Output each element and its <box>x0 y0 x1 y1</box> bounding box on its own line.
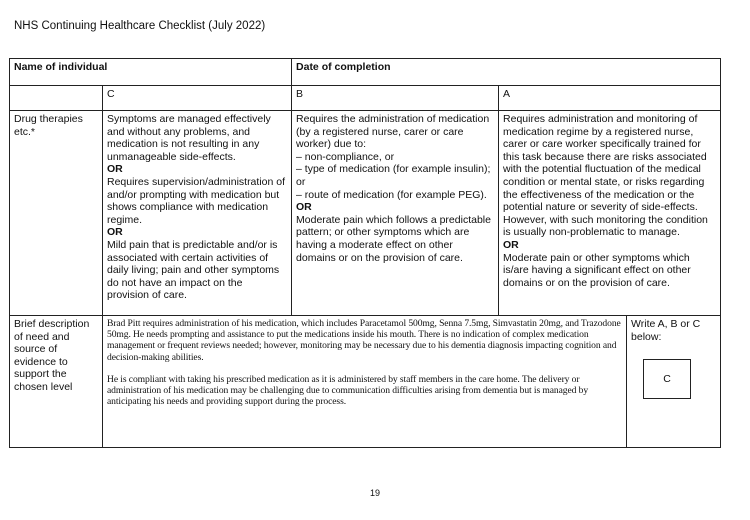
header-row <box>10 59 721 86</box>
level-a-heading: A <box>499 86 721 111</box>
level-b-bullet: – route of medication (for example PEG). <box>296 188 487 201</box>
evidence-text-area[interactable] <box>103 316 627 448</box>
drug-therapies-row <box>10 111 721 316</box>
blank-cell <box>10 86 103 111</box>
drug-therapies-checklist-table <box>9 58 721 448</box>
chosen-level-value: C <box>663 372 671 385</box>
level-b-bullet: – type of medication (for example insulin); or <box>296 163 491 188</box>
level-c-heading: C <box>103 86 292 111</box>
level-b-or: OR <box>296 201 312 214</box>
page-number: 19 <box>369 488 380 498</box>
chosen-level-box[interactable] <box>643 359 691 399</box>
level-a-or: OR <box>503 238 519 251</box>
selection-prompt: Write A, B or C below: <box>631 318 701 343</box>
levels-row <box>10 86 721 111</box>
level-c-text-2: Requires supervision/administration of and/or prompting with medication but shows compliance with medication regime. <box>107 175 286 226</box>
level-a-text-2: Moderate pain or other symptoms which is/are having a significant effect on other domains or on the provision of care. <box>503 251 691 289</box>
level-a-text-1: Requires administration and monitoring of medication regime by a registered nurse, carer or care worker specifically trained for this task because there are risks associated with the potential fluctuation of the medical condition or mental state, or risks regarding the effectiveness of the medication or the potential nature or severity of side-effects. However, with such monitoring the condition is usually non-problematic to manage. <box>503 113 708 239</box>
level-c-text-3: Mild pain that is predictable and/or is associated with certain activities of daily living; pain and other symptoms do not have an impact on the provision of care. <box>107 238 280 302</box>
level-c-or-2: OR <box>107 226 123 239</box>
level-b-description <box>292 111 499 316</box>
level-b-intro: Requires the administration of medication (by a registered nurse, carer or care worker) due to: <box>296 113 490 151</box>
name-of-individual-label: Name of individual <box>10 59 292 86</box>
level-b-bullet: – non-compliance, or <box>296 150 395 163</box>
level-c-description <box>103 111 292 316</box>
level-a-description <box>499 111 721 316</box>
level-b-closing: Moderate pain which follows a predictable pattern; or other symptoms which are having a moderate effect on other domains or on the provision of care. <box>296 213 491 264</box>
domain-label: Drug therapies etc.* <box>10 111 103 316</box>
level-b-heading: B <box>292 86 499 111</box>
evidence-paragraph: Brad Pitt requires administration of his medication, which includes Paracetamol 500mg, Senna 7.5mg, Simvastatin 20mg, and Trazodone 50mg. He needs prompting and assistance to put the medications inside his mouth. There is no indication of complex medication management or frequent reviews needed; however, monitoring may be necessary due to his dementia diagnosis impacting cognition and decision-making abilities. <box>107 318 621 363</box>
page-title: NHS Continuing Healthcare Checklist (July 2022) <box>14 20 266 32</box>
evidence-paragraph: He is compliant with taking his prescribed medication as it is administered by staff members in the care home. The delivery or administration of his medication may be challenging due to communication difficulties arising from dementia but is managed by anticipating his needs and providing support during the process. <box>107 373 589 408</box>
level-c-text-1: Symptoms are managed effectively and without any problems, and medication is not resulting in any unmanageable side-effects. <box>107 113 271 163</box>
brief-description-row <box>10 316 721 448</box>
brief-description-label: Brief description of need and source of evidence to support the chosen level <box>10 316 103 448</box>
date-of-completion-label: Date of completion <box>292 59 721 86</box>
level-c-or-1: OR <box>107 163 123 176</box>
level-selection-cell <box>627 316 721 448</box>
